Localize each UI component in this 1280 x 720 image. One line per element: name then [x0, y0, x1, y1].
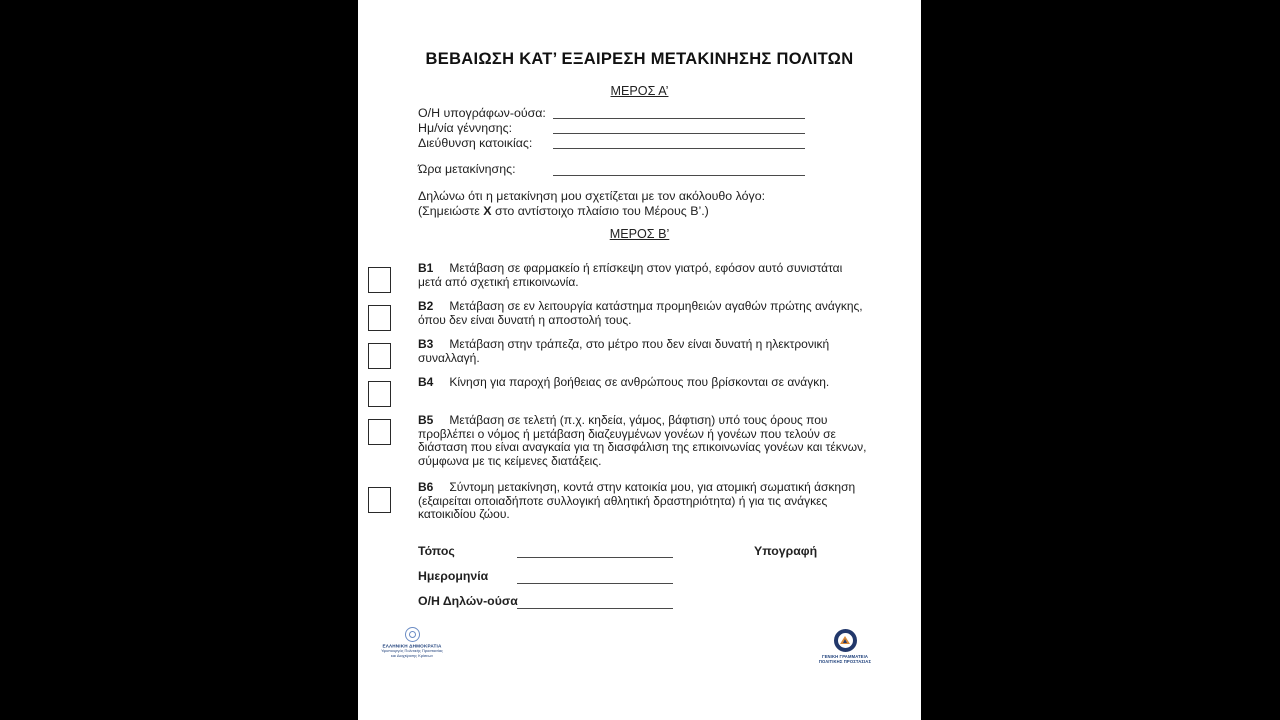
field-label-birthdate: Ημ/νία γέννησης:	[418, 121, 513, 135]
item-code-b3: Β3	[418, 337, 434, 351]
item-text-b6: Σύντομη μετακίνηση, κοντά στην κατοικία μου, για ατομική σωματική άσκηση (εξαιρείται οποιαδήποτε συλλογική αθλητική δραστηριότητα) ή για τις ανάγκες κατοικιδίου ζώου.	[418, 480, 856, 522]
document-page	[358, 0, 921, 720]
item-code-b5: Β5	[418, 413, 434, 427]
footer-line-date[interactable]	[517, 583, 673, 584]
hr-logo-line1: ΕΛΛΗΝΙΚΗ ΔΗΜΟΚΡΑΤΙΑ	[382, 643, 442, 649]
item-text-b4: Κίνηση για παροχή βοήθειας σε ανθρώπους που βρίσκονται σε ανάγκη.	[449, 375, 830, 389]
hr-logo-line3: και Διαχείρισης Κρίσεων	[390, 653, 434, 659]
part-b-item-b2	[418, 300, 868, 327]
checkbox-b5[interactable]	[368, 419, 391, 445]
part-a-heading: ΜΕΡΟΣ Α’	[610, 84, 669, 98]
letterbox-left	[0, 0, 358, 720]
item-text-b5: Μετάβαση σε τελετή (π.χ. κηδεία, γάμος, βάφτιση) υπό τους όρους που προβλέπει ο νόμος ή μετάβαση διαζευγμένων γονέων ή γονέων που τελούν σε διάσταση που είναι αναγκαία για τη διασφάλιση της επικοινωνίας γονέων και τέκνων, σύμφωνα με τις κείμενες διατάξεις.	[418, 413, 867, 468]
form-title: ΒΕΒΑΙΩΣΗ ΚΑΤ’ ΕΞΑΙΡΕΣΗ ΜΕΤΑΚΙΝΗΣΗΣ ΠΟΛΙΤΩΝ	[425, 50, 854, 68]
cp-logo-line1: ΓΕΝΙΚΗ ΓΡΑΜΜΑΤΕΙΑ	[821, 655, 869, 660]
civil-protection-emblem-icon	[834, 629, 857, 652]
item-code-b4: Β4	[418, 375, 434, 389]
part-b-item-b3	[418, 338, 868, 365]
field-label-address: Διεύθυνση κατοικίας:	[418, 136, 533, 150]
declaration-text	[418, 189, 888, 218]
item-code-b2: Β2	[418, 299, 434, 313]
footer-label-date: Ημερομηνία	[418, 569, 489, 583]
field-line-movement-time[interactable]	[553, 175, 805, 176]
checkbox-b3[interactable]	[368, 343, 391, 369]
field-label-movement-time: Ώρα μετακίνησης:	[418, 162, 516, 176]
part-b-item-b6	[418, 481, 868, 522]
letterbox-right	[921, 0, 1280, 720]
footer-line-declarant[interactable]	[517, 608, 673, 609]
item-code-b1: Β1	[418, 261, 434, 275]
footer-label-declarant: Ο/Η Δηλών-ούσα	[418, 594, 518, 608]
hellenic-republic-emblem-icon	[405, 627, 420, 642]
checkbox-b4[interactable]	[368, 381, 391, 407]
footer-line-place[interactable]	[517, 557, 673, 558]
civil-protection-logo	[811, 629, 879, 671]
part-b-item-b1	[418, 262, 868, 289]
signature-label: Υπογραφή	[754, 544, 818, 558]
item-text-b3: Μετάβαση στην τράπεζα, στο μέτρο που δεν είναι δυνατή η ηλεκτρονική συναλλαγή.	[418, 337, 830, 365]
part-b-heading: ΜΕΡΟΣ Β’	[609, 227, 670, 241]
field-label-signatory: Ο/Η υπογράφων-ούσα:	[418, 106, 546, 120]
item-text-b1: Μετάβαση σε φαρμακείο ή επίσκεψη στον γιατρό, εφόσον αυτό συνιστάται μετά από σχετική επικοινωνία.	[418, 261, 843, 289]
cp-logo-line2: ΠΟΛΙΤΙΚΗΣ ΠΡΟΣΤΑΣΙΑΣ	[818, 659, 872, 664]
hr-logo-line2: Υφυπουργός Πολιτικής Προστασίας	[381, 648, 443, 654]
part-b-item-b5	[418, 414, 868, 468]
checkbox-b2[interactable]	[368, 305, 391, 331]
field-line-signatory[interactable]	[553, 118, 805, 119]
part-b-item-b4	[418, 376, 868, 390]
field-line-address[interactable]	[553, 148, 805, 149]
checkbox-b1[interactable]	[368, 267, 391, 293]
item-code-b6: Β6	[418, 480, 434, 494]
mark-x: X	[483, 203, 492, 218]
declaration-line1: Δηλώνω ότι η μετακίνηση μου σχετίζεται με τον ακόλουθο λόγο:	[418, 189, 766, 203]
hellenic-republic-logo	[372, 627, 452, 670]
item-text-b2: Μετάβαση σε εν λειτουργία κατάστημα προμηθειών αγαθών πρώτης ανάγκης, όπου δεν είναι δυνατή η αποστολή τους.	[418, 299, 863, 327]
footer-label-place: Τόπος	[418, 544, 455, 558]
declaration-line2: (Σημειώστε X στο αντίστοιχο πλαίσιο του Μέρους Β’.)	[418, 203, 709, 218]
field-line-birthdate[interactable]	[553, 133, 805, 134]
checkbox-b6[interactable]	[368, 487, 391, 513]
